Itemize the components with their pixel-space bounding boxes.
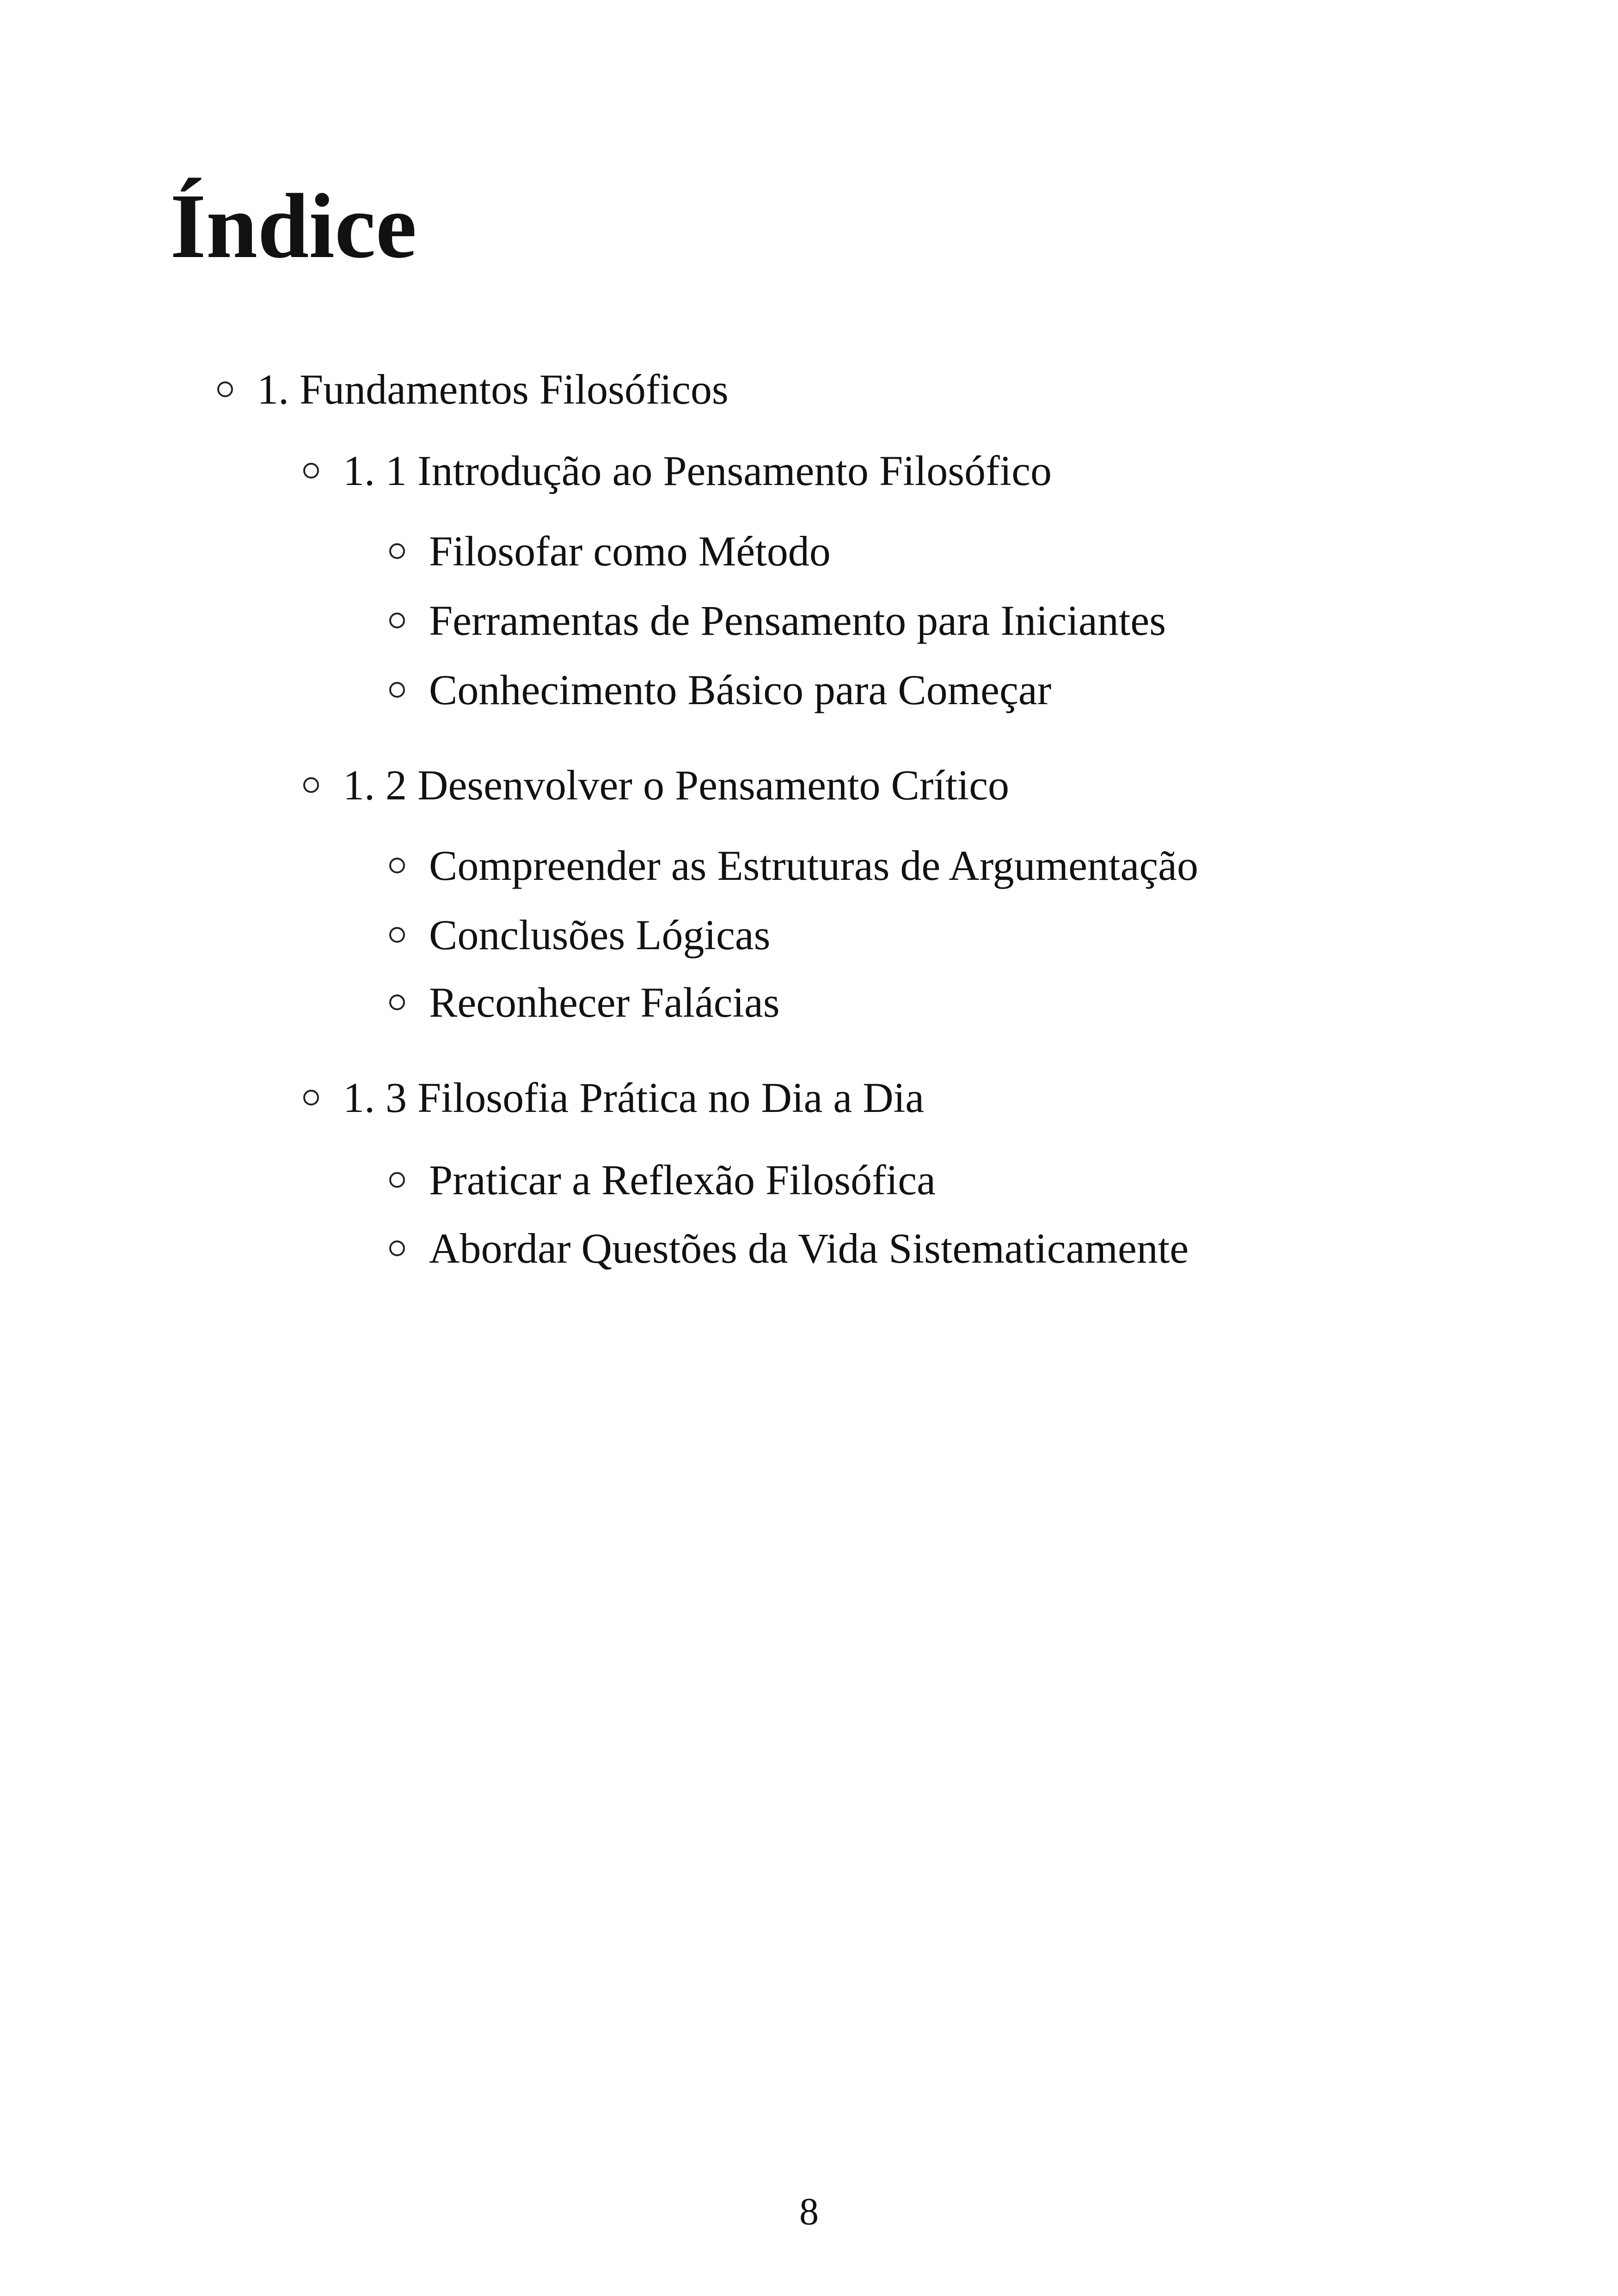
toc-subsection-entry[interactable]	[389, 666, 1052, 713]
circle-bullet-icon	[303, 777, 319, 793]
toc-subsection-label: Filosofar como Método	[429, 528, 831, 575]
toc-subsection-entry[interactable]	[389, 528, 831, 575]
toc-chapter-label: 1. Fundamentos Filosóficos	[257, 366, 729, 413]
toc-section-label: 1. 2 Desenvolver o Pensamento Crítico	[343, 761, 1010, 809]
toc-subsection-entry[interactable]	[389, 911, 771, 958]
toc-section-label: 1. 3 Filosofia Prática no Dia a Dia	[343, 1074, 925, 1121]
page-number: 8	[799, 2190, 819, 2233]
toc-subsection-entry[interactable]	[389, 1227, 1189, 1270]
toc-subsection-entry[interactable]	[389, 981, 780, 1024]
circle-bullet-icon	[389, 927, 405, 943]
toc-subsection-label: Reconhecer Falácias	[429, 979, 780, 1026]
toc-subsection-label: Abordar Questões da Vida Sistematicamente	[429, 1225, 1189, 1272]
circle-bullet-icon	[389, 858, 405, 873]
circle-bullet-icon	[217, 381, 233, 397]
page-title: Índice	[170, 175, 417, 277]
toc-subsection-entry[interactable]	[389, 1156, 936, 1203]
circle-bullet-icon	[389, 543, 405, 559]
toc-subsection-label: Compreender as Estruturas de Argumentação	[429, 842, 1198, 889]
toc-section-label: 1. 1 Introdução ao Pensamento Filosófico	[343, 447, 1052, 494]
circle-bullet-icon	[303, 1090, 319, 1105]
toc-subsection-label: Conclusões Lógicas	[429, 911, 771, 958]
toc-section-entry[interactable]	[303, 449, 1052, 492]
toc-subsection-label: Praticar a Reflexão Filosófica	[429, 1156, 936, 1203]
toc-subsection-entry[interactable]	[389, 844, 1198, 887]
circle-bullet-icon	[389, 613, 405, 628]
toc-section-entry[interactable]	[303, 1076, 924, 1119]
circle-bullet-icon	[389, 1240, 405, 1256]
toc-chapter-entry[interactable]	[217, 368, 729, 411]
toc-subsection-label: Conhecimento Básico para Começar	[429, 666, 1052, 713]
circle-bullet-icon	[389, 995, 405, 1010]
toc-subsection-entry[interactable]	[389, 599, 1166, 642]
toc-section-entry[interactable]	[303, 761, 1010, 809]
circle-bullet-icon	[389, 1172, 405, 1188]
toc-subsection-label: Ferramentas de Pensamento para Iniciantes	[429, 597, 1166, 644]
circle-bullet-icon	[303, 463, 319, 479]
circle-bullet-icon	[389, 682, 405, 698]
